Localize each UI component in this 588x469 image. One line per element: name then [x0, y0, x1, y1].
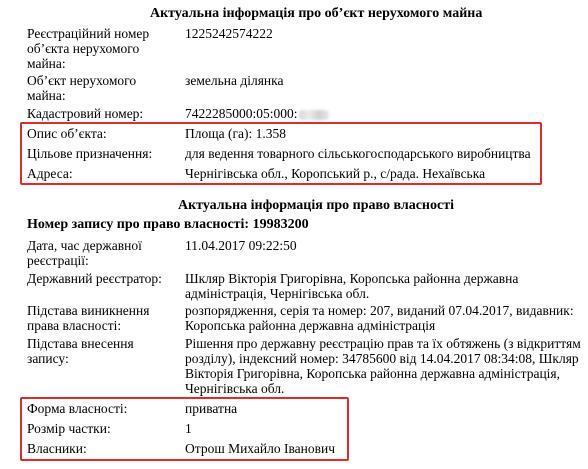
label-share-size: Розмір частки: — [27, 421, 111, 436]
ownership-record-number: Номер запису про право власності: 19983200 — [27, 217, 309, 232]
label-object-description: Опис об’єкта: — [27, 126, 107, 141]
cadastral-number-text: 7422285000:05:000: — [185, 106, 298, 121]
value-owners: Отрош Михайло Іванович — [185, 441, 336, 456]
label-ownership-basis: Підстава виникнення права власності: — [27, 303, 150, 333]
label-cadastral-number: Кадастровий номер: — [27, 106, 144, 121]
value-cadastral-number — [185, 106, 583, 121]
value-registration-date: 11.04.2017 09:22:50 — [185, 238, 297, 253]
label-registration-date: Дата, час державної реєстрації: — [27, 238, 142, 268]
label-registrar: Державний реєстратор: — [27, 271, 162, 286]
value-registration-number: 1225242574222 — [185, 26, 273, 41]
label-entry-basis: Підстава внесення запису: — [27, 336, 134, 366]
redacted-blur — [299, 110, 329, 120]
value-registrar: Шкляр Вікторія Григорівна, Коропська районна державна адміністрація, Чернігівська обл. — [185, 271, 519, 301]
label-ownership-form: Форма власності: — [27, 401, 128, 416]
label-purpose: Цільове призначення: — [27, 146, 153, 161]
value-entry-basis: Рішення про державну реєстрацію прав та їх обтяжень (з відкриттям розділу), індексний номер: 34785600 від 14.04.2017 08:34:08, Шкляр Вікторія Григорівна, Коропська районна державна адміністрація, Чернігівська обл. — [185, 336, 581, 396]
label-address: Адреса: — [27, 166, 73, 181]
label-owners: Власники: — [27, 441, 87, 456]
label-registration-number: Реєстраційний номер об’єкта нерухомого майна: — [27, 26, 150, 71]
value-purpose: для ведення товарного сільськогосподарського виробництва — [185, 146, 531, 161]
value-property-object: земельна ділянка — [185, 73, 284, 88]
label-property-object: Об’єкт нерухомого майна: — [27, 73, 137, 103]
value-share-size: 1 — [185, 421, 192, 436]
section-title-ownership: Актуальна інформація про право власності — [178, 198, 454, 213]
value-ownership-basis: розпорядження, серія та номер: 207, виданий 07.04.2017, видавник: Коропська районна державна адміністрація — [185, 303, 574, 333]
value-object-description: Площа (га): 1.358 — [185, 126, 287, 141]
section-title-property: Актуальна інформація про об’єкт нерухомого майна — [150, 6, 483, 21]
value-address: Чернігівська обл., Коропський р., с/рада. Нехаївська — [185, 166, 486, 181]
value-ownership-form: приватна — [185, 401, 238, 416]
